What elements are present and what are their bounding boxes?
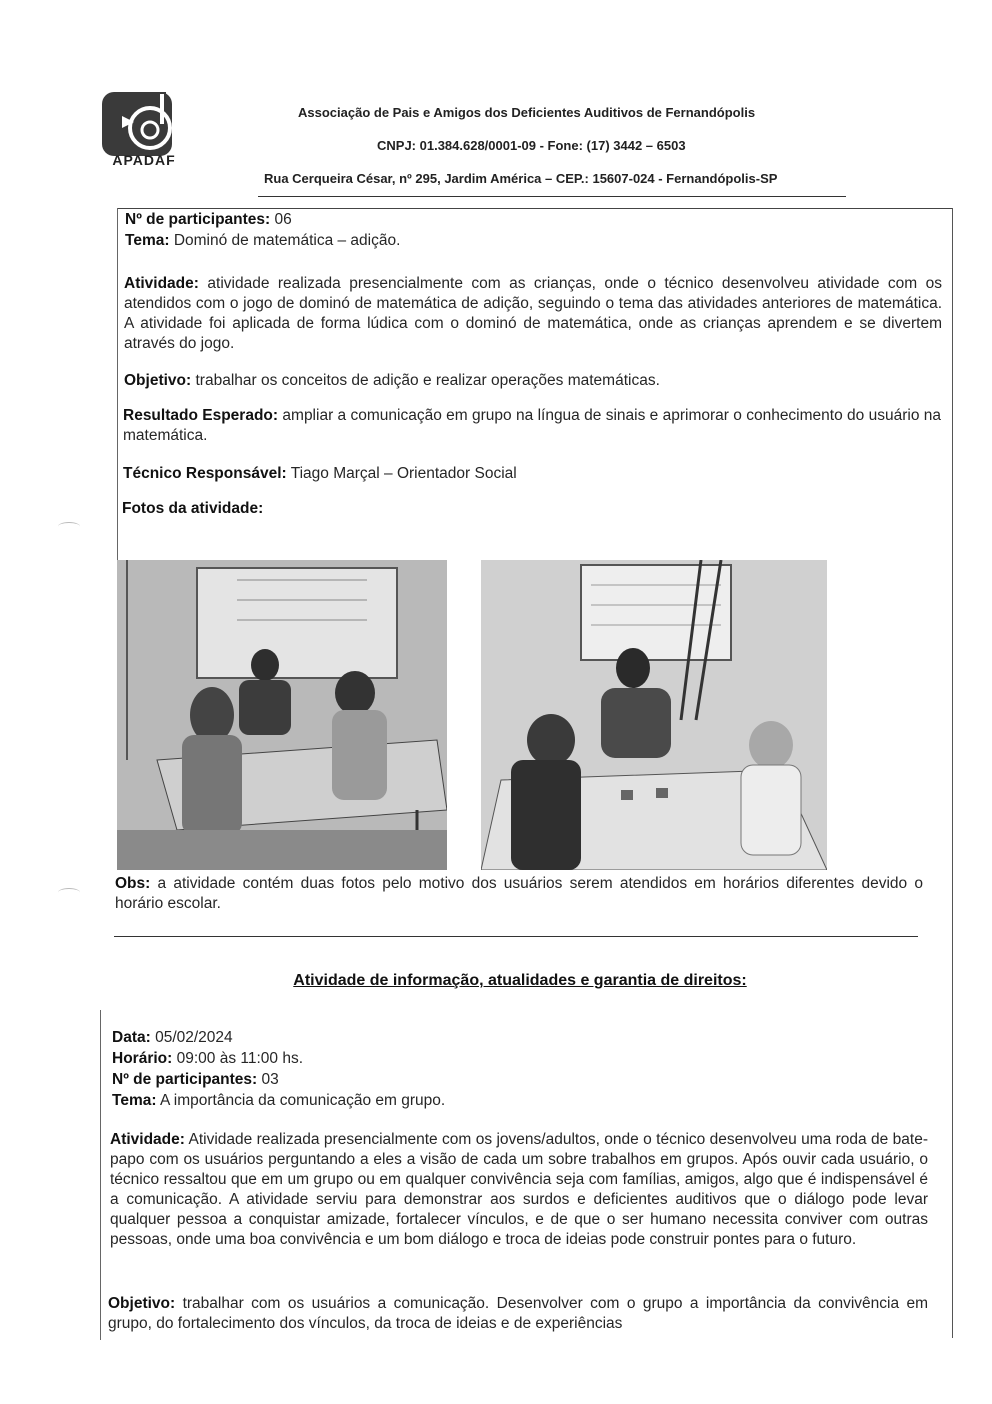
logo-text: APADAF <box>112 152 176 168</box>
tema-label-2: Tema: <box>112 1092 157 1109</box>
objetivo-label-2: Objetivo: <box>108 1295 176 1312</box>
obs-paragraph <box>115 874 923 914</box>
obs-text: a atividade contém duas fotos pelo motivo dos usuários serem atendidos em horários diferentes devido o horário escolar. <box>115 875 923 912</box>
atividade-paragraph <box>124 274 942 354</box>
classroom-photo-drawing <box>117 560 447 870</box>
tecnico-line <box>123 464 517 484</box>
participants-value-2: 03 <box>261 1071 279 1088</box>
atividade-text-2: Atividade realizada presencialmente com os jovens/adultos, onde o técnico desenvolveu uma roda de bate-papo com os usuários perguntando a eles a visão de cada um sobre trabalhos em grupos. Após ouvir cada usuário, o técnico ressaltou que em um grupo ou em qualquer convivência seja com famílias, amigos, algo que é indispensável é a comunicação. A atividade serviu para demonstrar aos surdos e deficientes auditivos que o diálogo pode levar qualquer pessoa a conquistar amizade, fortalecer vínculos, e de que o ser humano necessita conviver com outras pessoas, onde uma boa convivência e um bom diálogo e troca de ideias pode construir pontes para o futuro. <box>110 1131 928 1248</box>
section-divider <box>114 936 918 937</box>
scan-mark <box>58 888 80 897</box>
resultado-text: ampliar a comunicação em grupo na língua de sinais e aprimorar o conhecimento do usuário na matemática. <box>123 407 942 444</box>
atividade-label: Atividade: <box>124 275 199 292</box>
atividade-text: atividade realizada presencialmente com as crianças, onde o técnico desenvolveu atividade com os atendidos com o jogo de dominó de matemática de adição, seguindo o tema das atividades anteriores de matemática. A atividade foi aplicada de forma lúdica com o dominó de matemática, onde as crianças aprendem e se divertem através do jogo. <box>124 275 942 352</box>
tema-value: Dominó de matemática – adição. <box>173 232 401 249</box>
frame-left-border-lower <box>100 1010 101 1340</box>
data-label: Data: <box>112 1029 151 1046</box>
organization-name: Associação de Pais e Amigos dos Deficientes Auditivos de Fernandópolis <box>298 105 756 120</box>
address: Rua Cerqueira César, nº 295, Jardim América – CEP.: 15607-024 - Fernandópolis-SP <box>264 171 778 186</box>
frame-top-border <box>117 208 952 209</box>
objetivo-text: trabalhar os conceitos de adição e realizar operações matemáticas. <box>195 372 660 389</box>
cnpj-phone: CNPJ: 01.384.628/0001-09 - Fone: (17) 3442 – 6503 <box>377 138 686 153</box>
tema-line <box>125 231 400 251</box>
tema-line-2 <box>112 1091 445 1111</box>
participants-line-2 <box>112 1070 279 1090</box>
header-rule <box>258 196 846 197</box>
participants-label: Nº de participantes: <box>125 211 271 228</box>
objetivo-paragraph-2 <box>108 1294 928 1334</box>
participants-value: 06 <box>274 211 292 228</box>
objetivo-line <box>124 371 660 391</box>
resultado-paragraph <box>123 406 941 446</box>
frame-right-border <box>952 208 953 1338</box>
activity-photo-2 <box>481 560 827 870</box>
fotos-label-line <box>122 499 263 519</box>
tecnico-label: Técnico Responsável: <box>123 465 287 482</box>
tema-label: Tema: <box>125 232 170 249</box>
horario-label: Horário: <box>112 1050 173 1067</box>
objetivo-text-2: trabalhar com os usuários a comunicação. Desenvolver com o grupo a importância da convivência em grupo, do fortalecimento dos vínculos, da troca de ideias e de experiências <box>108 1295 929 1332</box>
activity-photo-1 <box>117 560 447 870</box>
data-value: 05/02/2024 <box>155 1029 233 1046</box>
scan-mark <box>58 522 80 531</box>
atividade-paragraph-2 <box>110 1130 928 1250</box>
resultado-label: Resultado Esperado: <box>123 407 279 424</box>
horario-line <box>112 1049 303 1069</box>
data-line <box>112 1028 233 1048</box>
section-title: Atividade de informação, atualidades e garantia de direitos: <box>293 972 747 989</box>
participants-label-2: Nº de participantes: <box>112 1071 258 1088</box>
classroom-photo-drawing <box>481 560 827 870</box>
obs-label: Obs: <box>115 875 151 892</box>
participants-line <box>125 210 292 230</box>
fotos-label: Fotos da atividade: <box>122 500 264 517</box>
atividade-label-2: Atividade: <box>110 1131 185 1148</box>
objetivo-label: Objetivo: <box>124 372 192 389</box>
tecnico-value: Tiago Marçal – Orientador Social <box>290 465 517 482</box>
horario-value: 09:00 às 11:00 hs. <box>176 1050 304 1067</box>
tema-value-2: A importância da comunicação em grupo. <box>159 1092 446 1109</box>
